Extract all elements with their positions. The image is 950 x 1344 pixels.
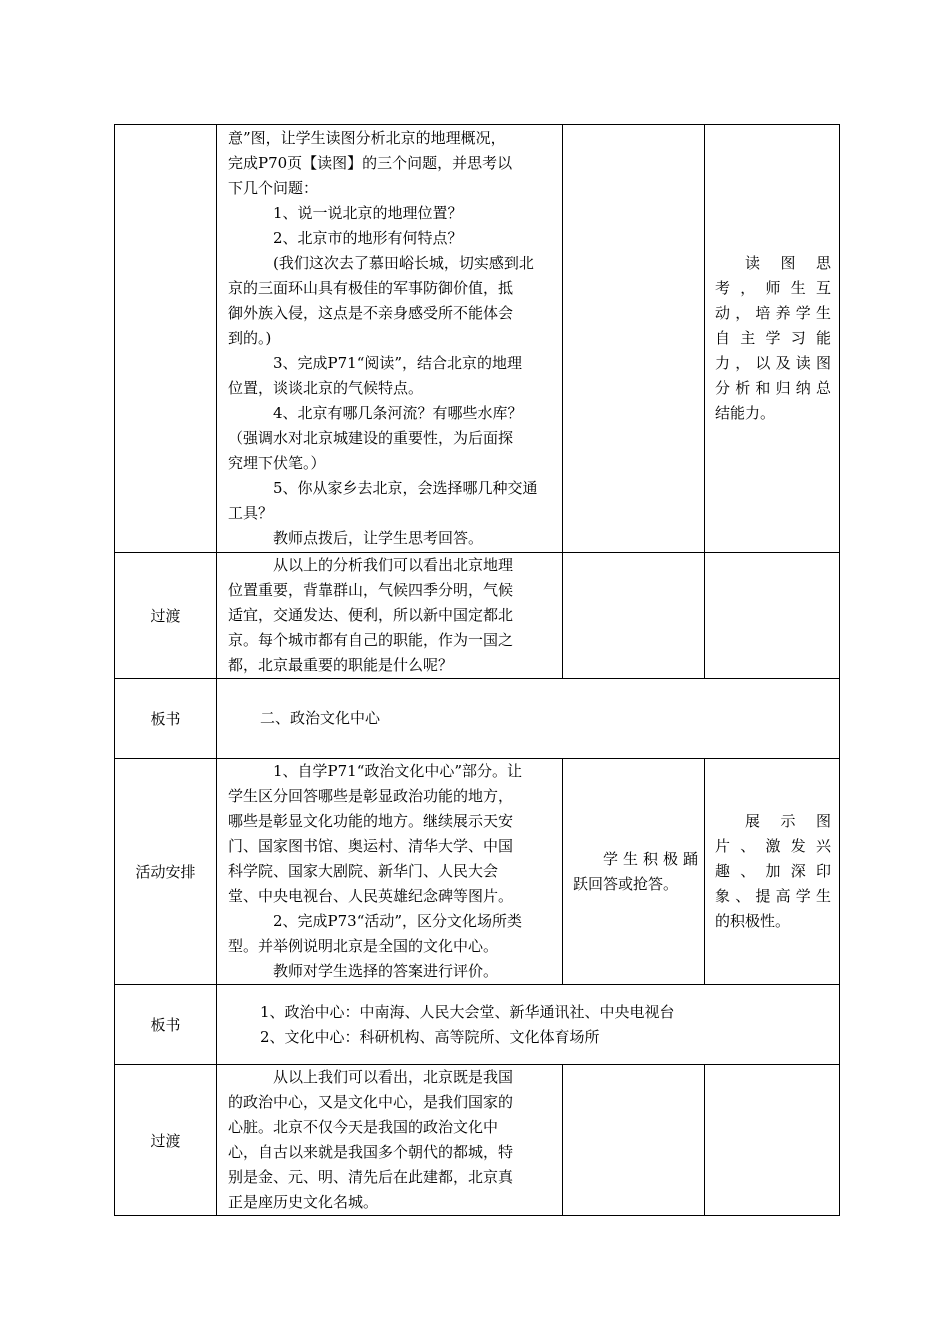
content-line: 教师对学生选择的答案进行评价。: [273, 962, 499, 980]
phase-cell: [115, 679, 217, 759]
content-line: 2、完成P73“活动”，区分文化场所类: [273, 912, 523, 930]
table-row: [115, 553, 840, 679]
intent-line: 展示图: [745, 812, 831, 830]
content-line: 意”图，让学生读图分析北京的地理概况，: [228, 129, 506, 147]
content-line: 到的。): [228, 329, 272, 347]
content-line: （强调水对北京城建设的重要性，为后面探: [228, 429, 514, 447]
intent-line: 读图思: [745, 254, 831, 272]
intent-line: 趣、加深印: [715, 862, 831, 880]
phase-cell: [115, 125, 217, 553]
table-row: [115, 1065, 840, 1216]
content-line: 堂、中央电视台、人民英雄纪念碑等图片。: [228, 887, 514, 905]
phase-label: 板书: [150, 1016, 181, 1034]
design-intent-cell: [705, 759, 840, 985]
content-line: 别是金、元、明、清先后在此建都，北京真: [228, 1168, 514, 1186]
content-line: 门、国家图书馆、奥运村、清华大学、中国: [228, 837, 514, 855]
blackboard-line: 1、政治中心：中南海、人民大会堂、新华通讯社、中央电视台: [260, 1002, 675, 1021]
content-line: 5、你从家乡去北京，会选择哪几种交通: [273, 479, 538, 497]
content-cell: [217, 759, 563, 985]
content-line: 适宜，交通发达、便利，所以新中国定都北: [228, 606, 514, 624]
student-activity-cell: [563, 125, 705, 553]
content-line: 都，北京最重要的职能是什么呢？: [228, 656, 454, 674]
blackboard-cell: [217, 679, 840, 759]
phase-label: 活动安排: [135, 863, 196, 881]
phase-cell: [115, 985, 217, 1065]
intent-line: 力，以及读图: [715, 354, 831, 372]
student-line: 跃回答或抢答。: [573, 874, 679, 893]
content-line: 正是座历史文化名城。: [228, 1193, 379, 1211]
table-row: [115, 759, 840, 985]
content-line: 1、说一说北京的地理位置？: [273, 204, 463, 222]
blackboard-line: 2、文化中心：科研机构、高等院所、文化体育场所: [260, 1027, 600, 1046]
content-line: 究埋下伏笔。）: [228, 454, 326, 472]
content-line: 从以上我们可以看出，北京既是我国: [273, 1068, 514, 1086]
blackboard-cell: [217, 985, 840, 1065]
content-line: 学生区分回答哪些是彰显政治功能的地方，: [228, 787, 514, 805]
content-line: 完成P70页【读图】的三个问题，并思考以: [228, 154, 513, 172]
content-line: 京的三面环山具有极佳的军事防御价值，抵: [228, 279, 514, 297]
table-row: [115, 679, 840, 759]
content-line: 1、自学P71“政治文化中心”部分。让: [273, 762, 523, 780]
intent-line: 自主学习能: [715, 329, 831, 347]
student-line: 学生积极踊: [603, 849, 698, 868]
intent-line: 的积极性。: [715, 912, 791, 930]
content-line: 心脏。北京不仅今天是我国的政治文化中: [228, 1118, 499, 1136]
student-activity-cell: [563, 553, 705, 679]
table-row: [115, 985, 840, 1065]
phase-cell: [115, 1065, 217, 1216]
design-intent-cell: [705, 1065, 840, 1216]
content-line: 2、北京市的地形有何特点？: [273, 229, 463, 247]
phase-cell: [115, 553, 217, 679]
intent-line: 象、提高学生: [715, 887, 831, 905]
phase-label: 过渡: [150, 1131, 181, 1150]
student-activity-cell: [563, 759, 705, 985]
content-line: 教师点拨后，让学生思考回答。: [273, 529, 484, 547]
content-line: 京。每个城市都有自己的职能，作为一国之: [228, 631, 514, 649]
intent-line: 考，师生互: [715, 279, 831, 297]
intent-line: 动，培养学生: [715, 304, 831, 322]
design-intent-cell: [705, 553, 840, 679]
content-line: 4、北京有哪几条河流？有哪些水库？: [273, 404, 523, 422]
intent-line: 分析和归纳总: [715, 379, 831, 397]
intent-line: 结能力。: [715, 404, 776, 422]
content-line: 3、完成P71“阅读”，结合北京的地理: [273, 354, 523, 372]
blackboard-line: 二、政治文化中心: [260, 709, 381, 727]
intent-line: 片、激发兴: [715, 837, 831, 855]
content-line: 的政治中心，又是文化中心，是我们国家的: [228, 1093, 514, 1111]
content-cell: [217, 553, 563, 679]
design-intent-cell: [705, 125, 840, 553]
content-line: 心，自古以来就是我国多个朝代的都城，特: [228, 1143, 514, 1161]
content-line: (我们这次去了慕田峪长城，切实感到北: [273, 254, 534, 272]
content-line: 下几个问题：: [228, 179, 319, 197]
table-row: [115, 125, 840, 553]
phase-label: 板书: [150, 710, 181, 728]
content-line: 工具？: [228, 504, 274, 522]
content-line: 御外族入侵，这点是不亲身感受所不能体会: [228, 304, 514, 322]
content-cell: [217, 1065, 563, 1216]
content-line: 哪些是彰显文化功能的地方。继续展示天安: [228, 812, 514, 830]
content-line: 从以上的分析我们可以看出北京地理: [273, 556, 514, 574]
content-line: 科学院、国家大剧院、新华门、人民大会: [228, 862, 499, 880]
content-line: 位置重要，背靠群山，气候四季分明，气候: [228, 581, 514, 599]
student-activity-cell: [563, 1065, 705, 1216]
lesson-plan-table: [114, 124, 840, 1216]
content-line: 型。并举例说明北京是全国的文化中心。: [228, 937, 499, 955]
content-cell: [217, 125, 563, 553]
phase-label: 过渡: [150, 607, 181, 625]
phase-cell: [115, 759, 217, 985]
content-line: 位置，谈谈北京的气候特点。: [228, 379, 424, 397]
